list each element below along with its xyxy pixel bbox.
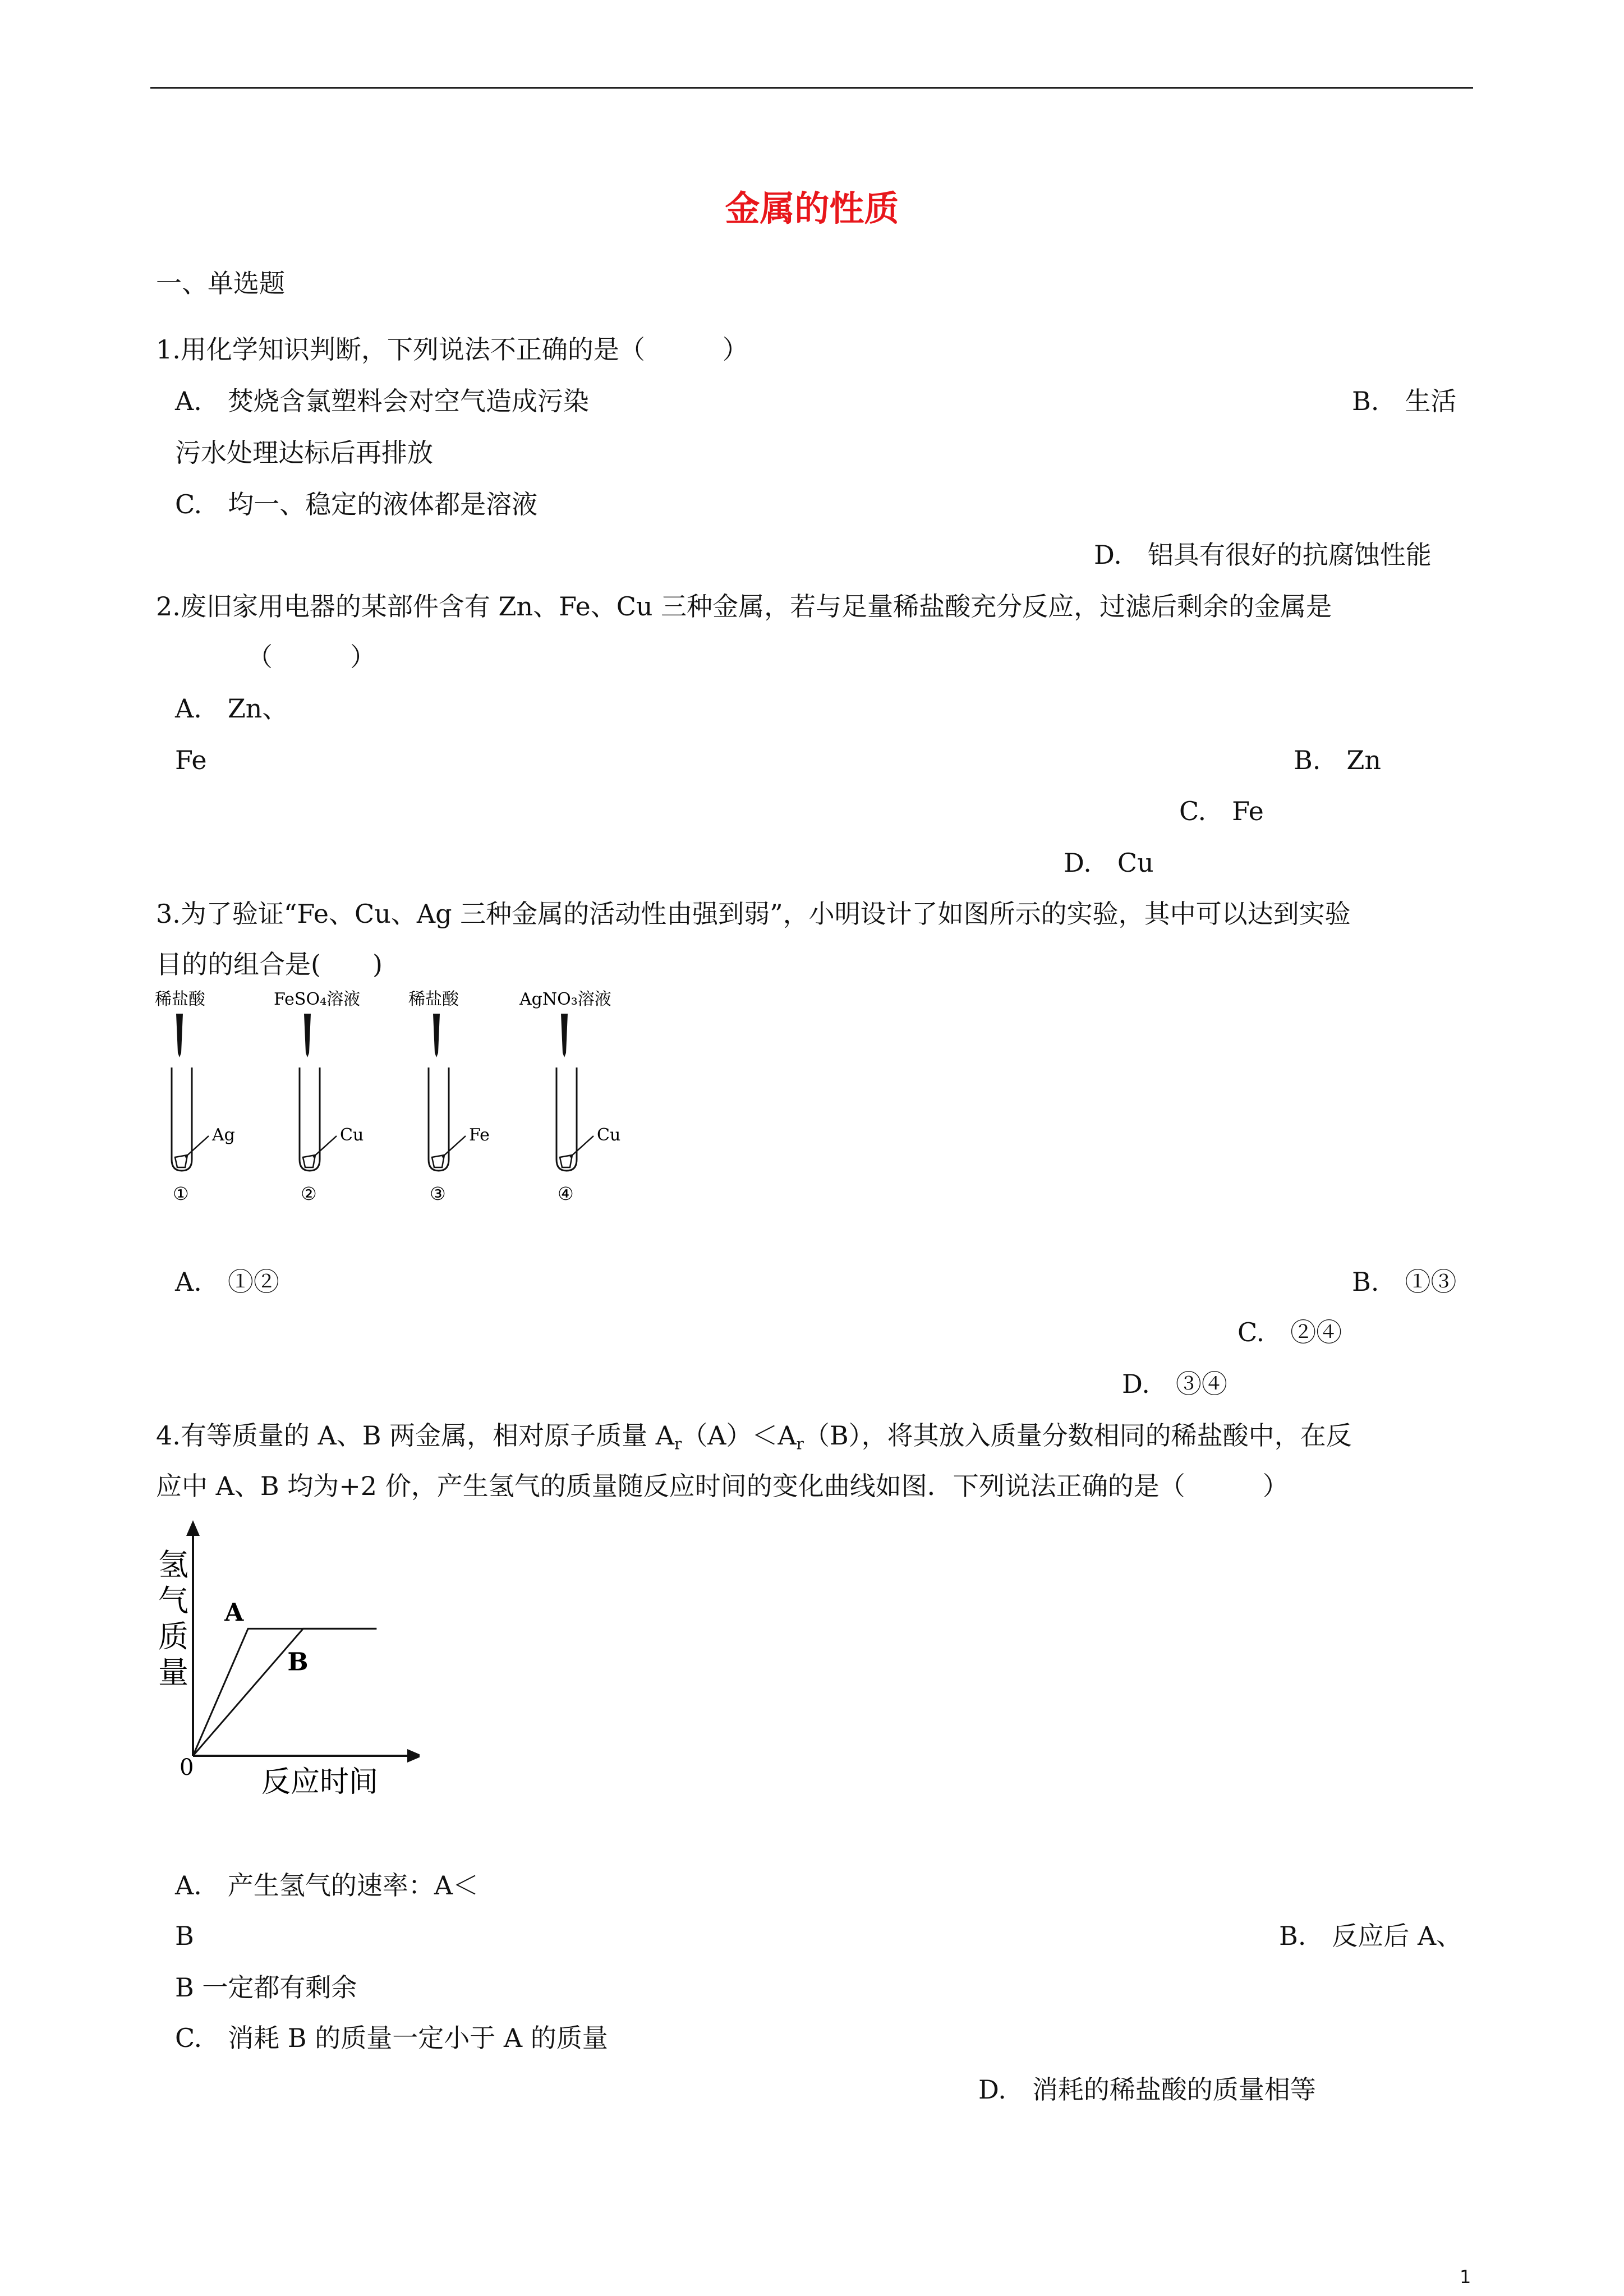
tube-1-number: ① <box>173 1183 189 1204</box>
q2-option-a: A. Zn、 <box>175 693 288 724</box>
tube-2-number: ② <box>301 1183 317 1204</box>
tube-4 <box>519 990 620 1204</box>
chart-series-line-A <box>193 1628 376 1756</box>
chart-y-label-char: 质 <box>158 1619 188 1654</box>
chart-x-arrow <box>407 1749 420 1763</box>
q4-option-b: B. 反应后 A、 <box>1279 1921 1462 1951</box>
page-number: 1 <box>1460 2266 1471 2288</box>
tube-2-metal: Cu <box>340 1125 364 1145</box>
chart-x-label: 反应时间 <box>261 1765 379 1799</box>
q1-stem: 1.用化学知识判断，下列说法不正确的是（ ） <box>156 334 748 365</box>
q2-option-a-cont: Fe <box>175 745 207 775</box>
q2-option-b: B. Zn <box>1294 745 1382 775</box>
q2-option-d: D. Cu <box>1064 848 1154 878</box>
chart-series-label-B: B <box>287 1648 309 1677</box>
tube-4-metal: Cu <box>597 1125 621 1145</box>
q4-stem-line1 <box>156 1420 1352 1453</box>
q3-option-b: B. ①③ <box>1352 1267 1457 1297</box>
chart-y-arrow <box>186 1520 200 1536</box>
q1-option-d: D. 铝具有很好的抗腐蚀性能 <box>1094 540 1432 570</box>
q4-stem-part3: （B），将其放入质量分数相同的稀盐酸中，在反 <box>803 1420 1352 1451</box>
q1-option-a: A. 焚烧含氯塑料会对空气造成污染 <box>175 386 589 416</box>
q3-stem-line2: 目的的组合是( ) <box>156 949 383 979</box>
q4-option-d: D. 消耗的稀盐酸的质量相等 <box>978 2074 1316 2105</box>
tube-2 <box>274 990 364 1204</box>
tube-1-metal: Ag <box>212 1125 235 1145</box>
section-heading: 一、单选题 <box>156 268 285 298</box>
header-rule <box>150 87 1473 89</box>
chart-y-label <box>158 1547 188 1690</box>
q4-option-a: A. 产生氢气的速率：A＜ <box>175 1870 479 1901</box>
q2-paren: （ ） <box>247 642 376 672</box>
q1-option-b: B. 生活 <box>1352 386 1457 416</box>
tube-2-reagent: FeSO₄溶液 <box>274 990 361 1009</box>
q4-subscript-r2: r <box>796 1434 804 1453</box>
q4-option-c: C. 消耗 B 的质量一定小于 A 的质量 <box>175 2023 608 2053</box>
tube-3-number: ③ <box>430 1183 446 1204</box>
q4-subscript-r1: r <box>674 1434 682 1453</box>
chart-origin-label: 0 <box>180 1755 194 1780</box>
hydrogen-mass-chart <box>150 1520 420 1812</box>
q2-option-c: C. Fe <box>1179 796 1264 826</box>
q2-stem: 2.废旧家用电器的某部件含有 Zn、Fe、Cu 三种金属，若与足量稀盐酸充分反应，过滤后剩余的金属是 <box>156 591 1332 622</box>
q4-stem-part2: （A）＜A <box>682 1420 797 1451</box>
q3-option-d: D. ③④ <box>1122 1369 1227 1399</box>
q3-stem-line1: 3.为了验证“Fe、Cu、Ag 三种金属的活动性由强到弱”，小明设计了如图所示的实验，其中可以达到实验 <box>156 899 1351 929</box>
q1-option-c: C. 均一、稳定的液体都是溶液 <box>175 489 538 519</box>
tube-3-reagent: 稀盐酸 <box>408 990 459 1009</box>
q4-option-a-cont: B <box>175 1921 194 1951</box>
q4-stem-line2: 应中 A、B 均为+2 价，产生氢气的质量随反应时间的变化曲线如图．下列说法正确的是（ ） <box>156 1471 1289 1501</box>
q4-option-b-cont: B 一定都有剩余 <box>175 1972 357 2003</box>
tube-1-reagent: 稀盐酸 <box>155 990 205 1009</box>
chart-y-label-char: 氢 <box>158 1547 188 1582</box>
q1-option-b-cont: 污水处理达标后再排放 <box>175 438 433 468</box>
page-title: 金属的性质 <box>725 188 899 229</box>
tube-1 <box>155 990 235 1204</box>
chart-y-label-char: 量 <box>158 1655 188 1690</box>
tube-3 <box>408 990 490 1204</box>
chart-series-label-A: A <box>224 1598 244 1627</box>
q4-stem-part1: 4.有等质量的 A、B 两金属，相对原子质量 A <box>156 1420 674 1451</box>
tube-3-metal: Fe <box>469 1125 490 1145</box>
q3-option-c: C. ②④ <box>1237 1317 1342 1347</box>
tube-4-number: ④ <box>558 1183 574 1204</box>
q3-option-a: A. ①② <box>175 1267 279 1297</box>
tube-4-reagent: AgNO₃溶液 <box>519 990 611 1009</box>
chart-y-label-char: 气 <box>158 1583 188 1618</box>
test-tube-figure <box>150 984 633 1209</box>
